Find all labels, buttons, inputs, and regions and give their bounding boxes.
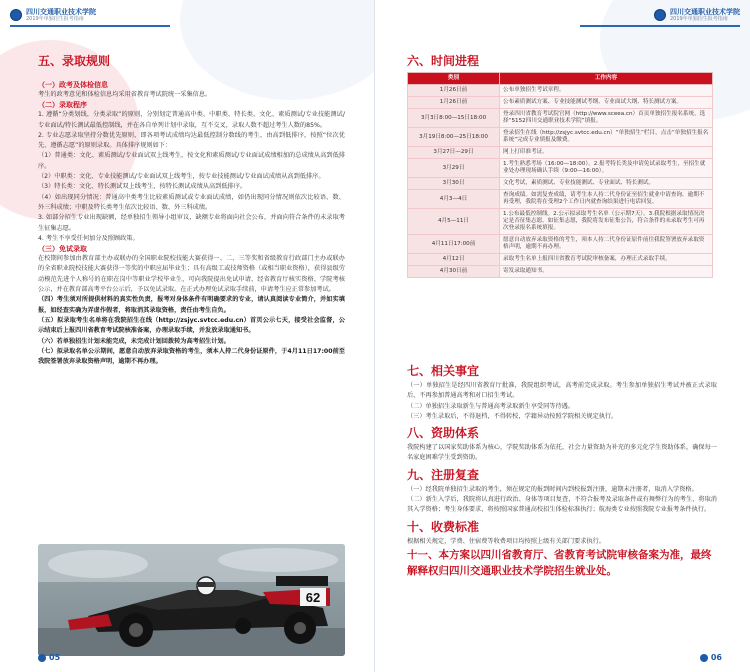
final-statement: 十一、本方案以四川省教育厅、省教育考试院审核备案为准，最终解释权归四川交通职业技术学院招生就业处。: [407, 548, 712, 577]
school-name: 四川交通职业技术学院: [26, 8, 96, 16]
paragraph: 3. 如部分招生专业出现缺额，经单独招生领导小组审议，缺额专业将面向社会公布，并面向符合条件的未录取考生征集志愿。: [38, 214, 345, 232]
page-number: [700, 653, 722, 662]
page-number-text: 05: [49, 653, 61, 662]
section-title: 五、录取规则: [38, 54, 111, 68]
table-row: [408, 159, 713, 178]
race-car-photo: [38, 544, 345, 656]
table-row: [408, 178, 713, 190]
table-cell-content: 寄发录取通知书。: [500, 266, 713, 278]
table-row: [408, 128, 713, 147]
table-row: [408, 254, 713, 266]
table-cell-date: 3月27日—29日: [408, 147, 500, 159]
paragraph: 在校期间参加由教育部主办或联办的全国职业院校技能大赛获得一、二、三等奖和省级教育行政部门主办或联办的全省职业院校技能大赛获得一等奖的中职应届毕业生；具有高级工或技师资格（或相当职业资格），获得县级劳动模范先进个人称号的在职在岗中等职业学校毕业生，可向我院提出免试申请，经省教育厅核实资格、学院考核公示，并在教育部高考平台公示后，予以免试录取。在正式办理免试录取手续前，申请考生应正常参加考试。: [38, 255, 345, 294]
table-cell-date: 1月26日前: [408, 85, 500, 97]
table-cell-date: 3月19日8:00—25日18:00: [408, 128, 500, 147]
subsection-title: （一）政考及体检信息: [38, 81, 108, 89]
paragraph: （五）拟录取考生名单将在我院招生在线（http://zsjyc.svtcc.edu.cn）首页公示七天，接受社会监督，公示结束后上报四川省教育考试院核准备案，办理录取手续，并发放录取通知书。: [38, 316, 345, 335]
paragraph: （1）普通类：文化、素质测试/专业面试双上线考生，按文化和素质测试/专业面试成绩相加的总成绩从高到低排序。: [38, 152, 345, 170]
guide-subtitle: 2019年单独招生报考指南: [670, 16, 728, 22]
table-cell-date: 3月3日8:00—15日18:00: [408, 109, 500, 128]
table-header-row: [408, 73, 713, 85]
related-matters-body: [407, 362, 717, 579]
table-row: [408, 209, 713, 235]
paragraph: （四）考生须对所提供材料的真实性负责，报考对身体条件有明确要求的专业，请认真阅读专业简介，并如实填报，如经查实确为弄虚作假者，将取消其录取资格，责任由考生自负。: [38, 296, 345, 314]
table-cell-content: 公布素质测试方案、专业技能测试考纲、专业面试大纲、特长测试方案。: [500, 97, 713, 109]
school-name: 四川交通职业技术学院: [670, 8, 740, 16]
paragraph: （一）经我院单独招生录取的考生，须在规定的报到时间内到校报到注册，逾期未注册者，取消入学资格。: [407, 485, 698, 493]
paragraph: （三）考生录取后，不得退档，不得转校，学籍异动按照学院相关规定执行。: [407, 412, 618, 420]
page-number: [38, 653, 60, 662]
header-logo: [654, 8, 740, 22]
guide-subtitle: 2019年单独招生报考指南: [26, 16, 84, 22]
table-cell-content: 登录招生在线（http://zsjyc.svtcc.edu.cn）“单独招生”栏目，点击“单独招生报名系统”完成专业填报及缴费。: [500, 128, 713, 147]
section-title: 六、时间进程: [407, 54, 480, 68]
table-row: [408, 85, 713, 97]
schedule-table: [407, 72, 713, 278]
table-cell-content: 查询成绩。如需复查成绩，请考生本人持二代身份证至招生就业中请查询，逾期不再受理，我院将在受理2个工作日内就查询结果进行电话回复。: [500, 190, 713, 209]
section-title: 十、收费标准: [407, 519, 480, 534]
school-seal-icon: [10, 9, 22, 21]
paragraph: （4）如出现同分情况：普通高中类考生比较素质测试或专业面试成绩，如仍出现同分情况则依次比较语、数、外三科成绩；中职及特长类考生依次比较语、数、外三科成绩。: [38, 193, 345, 211]
header-rule: [580, 25, 740, 27]
race-car-illustration: [38, 544, 345, 656]
table-cell-content: 1.考生熟悉考场（16:00—18:00）。2.报考特长类及申请免试录取考生，至招生就业处办理现场确认手续（9:00—16:00）。: [500, 159, 713, 178]
subsection-title: （三）免试录取: [38, 245, 87, 254]
paragraph: （2）中职类：文化、专业技能测试/专业面试双上线考生，按专业技能测试/专业面试成绩从高到低排序。: [38, 173, 325, 181]
table-cell-content: 网上打印准考证。: [500, 147, 713, 159]
table-cell-date: 4月12日: [408, 254, 500, 266]
paragraph: （七）拟录取名单公示期间，愿意自动放弃录取资格的考生，须本人持二代身份证原件，于4月11日17:00前至我院签署放弃录取资格声明，逾期不再办理。: [38, 347, 345, 366]
table-cell-content: 1.公布最低控制线。2.公示拟录取考生名单（公示期7天）。3.我院根据录取情况决定是否征集志愿，如征集志愿，我院将发布征集公告，符合条件的未录取考生可再次登录报名系统填报。: [500, 209, 713, 235]
table-cell-date: 3月30日: [408, 178, 500, 190]
header-rule: [10, 25, 170, 27]
right-page: [375, 0, 750, 672]
table-row: [408, 190, 713, 209]
paragraph: （六）若单独招生计划未能完成，未完成计划回拨转为高考招生计划。: [38, 337, 230, 345]
table-cell-content: 文化考试，素质测试、专业技能测试、专业面试、特长测试。: [500, 178, 713, 190]
car-number-label: 62: [305, 590, 321, 605]
page-number-dot-icon: [38, 654, 46, 662]
paragraph: 根据相关规定，学费、住宿费等收费项目均按照上级有关部门要求执行。: [407, 537, 605, 545]
school-seal-icon: [654, 9, 666, 21]
table-cell-content: 愿意自动放弃录取资格的考生，须本人持二代身份证原件前往我院签署放弃录取资格声明，逾期不再办理。: [500, 235, 713, 254]
section-title: 九、注册复查: [407, 467, 480, 482]
paragraph: （一）单独招生是经四川省教育厅批准，我院组织考试，高考前完成录取。考生参加单独招生考试并被正式录取后，不再参加普通高考和对口招生考试。: [407, 382, 717, 400]
header-logo: [10, 8, 96, 22]
admission-rules-body: [38, 80, 345, 367]
paragraph: 我院构建了以国家奖助体系为核心，学院奖助体系为依托，社会力量资助为补充的多元化学生资助体系，确保每一名家庭困难学生受到资助。: [407, 444, 717, 462]
page-number-dot-icon: [700, 654, 708, 662]
table-cell-content: 登录四川省教育考试院官网（http://www.sceea.cn）首页单独招生报名系统，选择“5152四川交通职业技术学院”填报。: [500, 109, 713, 128]
table-header-cell: 类别: [408, 73, 500, 85]
table-cell-content: 录取考生名单上报四川省教育考试院审核备案，办理正式录取手续。: [500, 254, 713, 266]
subsection-title: （二）录取程序: [38, 101, 87, 110]
page-number-text: 06: [710, 653, 722, 662]
table-cell-date: 4月30日前: [408, 266, 500, 278]
table-row: [408, 147, 713, 159]
section-title: 八、资助体系: [407, 426, 480, 441]
schedule-table-wrap: [407, 72, 713, 278]
paragraph: 考生的政考意见和体检信息均采用省教育考试院统一采集信息。: [38, 91, 212, 98]
paragraph: 2. 专业志愿录取坚持分数优先原则，即各项考试成绩均达最低控制分数线的考生，由高到低排序，按照“位次优先、遵循志愿”的原则录取。具体排序规则如下：: [38, 131, 345, 150]
table-row: [408, 109, 713, 128]
table-row: [408, 235, 713, 254]
table-cell-content: 公布单独招生考试章程。: [500, 85, 713, 97]
paragraph: （二）新生入学后，我院将认真进行政治、身体等项目复查，不符合报考及录取条件或有舞弊行为的考生，将取消其入学资格；考生身体要求，将按照国家普通高校招生体检标准执行；航海类专业按照我院专业报考条件执行。: [407, 496, 717, 514]
table-cell-date: 4月11日17:00前: [408, 235, 500, 254]
paragraph: （3）特长类：文化、特长测试双上线考生，按特长测试成绩从高到低排序。: [38, 183, 247, 191]
table-cell-date: 4月3—4日: [408, 190, 500, 209]
table-cell-date: 4月5—11日: [408, 209, 500, 235]
table-row: [408, 266, 713, 278]
section-title: 七、相关事宜: [407, 364, 480, 378]
paragraph: 4. 考生不享受任何加分及照顾政策。: [38, 234, 139, 242]
paragraph: （二）单独招生录取新生与普通高考录取新生享受同等待遇。: [407, 402, 575, 410]
table-header-cell: 工作内容: [500, 73, 713, 85]
table-cell-date: 1月26日前: [408, 97, 500, 109]
paragraph: 1. 遵循“分类划线，分类录取”的原则，分别划定普通高中类、中职类、特长类、文化、素质测试/专业技能测试/专业面试/特长测试最低控制线，并在各自单列计划中录取，互不交叉，录取人数不超过考生人数的85%。: [38, 111, 345, 129]
table-cell-date: 3月29日: [408, 159, 500, 178]
table-row: [408, 97, 713, 109]
